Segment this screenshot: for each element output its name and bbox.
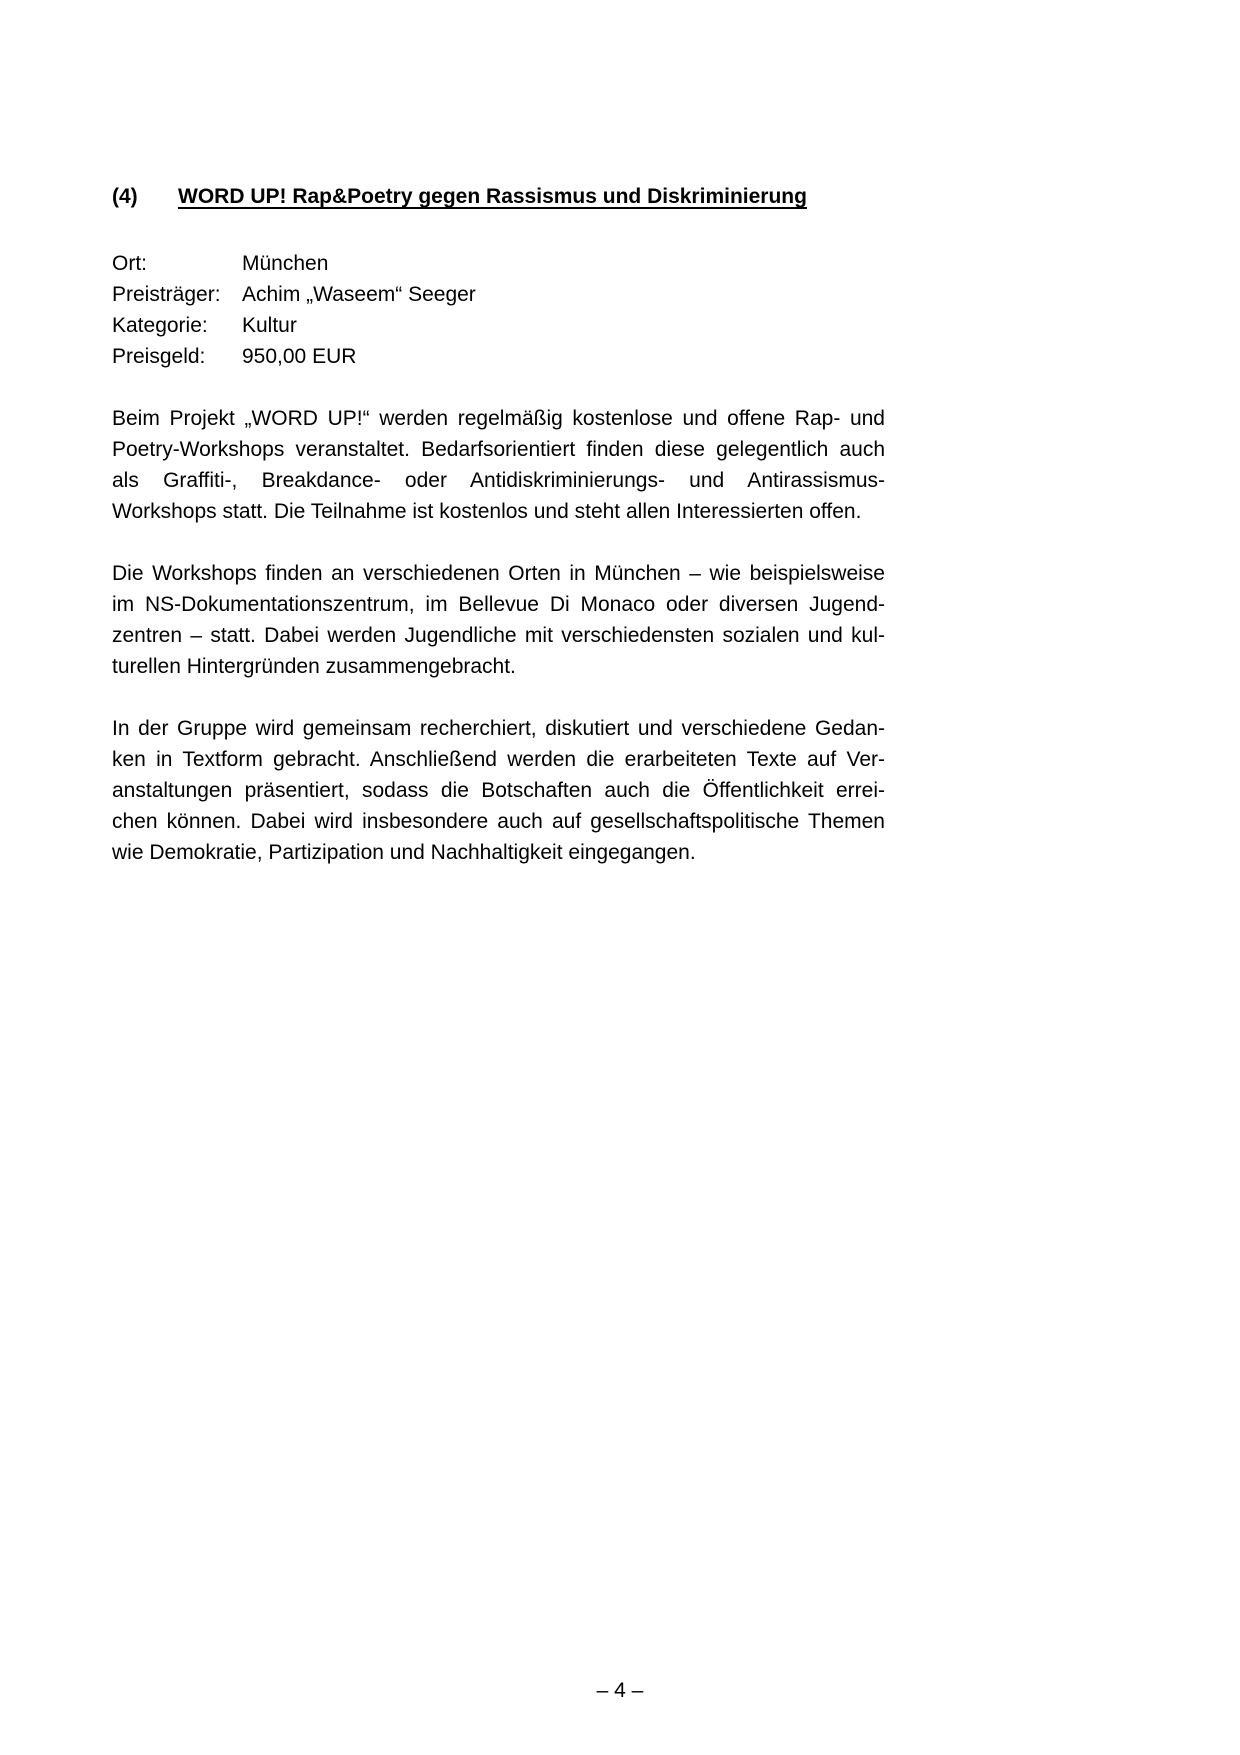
field-label: Kategorie: xyxy=(112,314,208,337)
paragraph-line: turellen Hintergründen zusammengebracht. xyxy=(112,655,516,678)
paragraph-line: als Graffiti-, Breakdance- oder Antidiskriminierungs- und Antirassismus- xyxy=(112,469,885,492)
document-content xyxy=(112,181,885,868)
paragraph-line: In der Gruppe wird gemeinsam recherchiert, diskutiert und verschiedene Gedan- xyxy=(112,717,885,740)
paragraph-line: Poetry-Workshops veranstaltet. Bedarfsorientiert finden diese gelegentlich auch xyxy=(112,438,885,461)
paragraph-line: Beim Projekt „WORD UP!“ werden regelmäßig kostenlose und offene Rap- und xyxy=(112,407,885,430)
page-number: – 4 – xyxy=(596,1679,644,1702)
field-label: Preisgeld: xyxy=(112,345,206,368)
paragraph-line: chen können. Dabei wird insbesondere auch auf gesellschaftspolitische Themen xyxy=(112,810,885,833)
body-paragraph-2 xyxy=(112,558,885,682)
field-row-preistraeger xyxy=(112,279,885,310)
section-number: (4) xyxy=(112,185,138,208)
field-value: 950,00 EUR xyxy=(242,345,357,368)
paragraph-line: anstaltungen präsentiert, sodass die Botschaften auch die Öffentlichkeit errei- xyxy=(112,779,885,802)
body-paragraph-1 xyxy=(112,403,885,527)
field-row-ort xyxy=(112,248,885,279)
field-value: Kultur xyxy=(242,314,297,337)
paragraph-line: Workshops statt. Die Teilnahme ist kostenlos und steht allen Interessierten offen. xyxy=(112,500,862,523)
field-label: Ort: xyxy=(112,252,147,275)
paragraph-line: zentren – statt. Dabei werden Jugendliche mit verschiedensten sozialen und kul- xyxy=(112,624,885,647)
field-row-kategorie xyxy=(112,310,885,341)
section-heading xyxy=(112,181,885,212)
paragraph-line: Die Workshops finden an verschiedenen Orten in München – wie beispielsweise xyxy=(112,562,885,585)
field-value: München xyxy=(242,252,329,275)
paragraph-line: im NS-Dokumentationszentrum, im Bellevue Di Monaco oder diversen Jugend- xyxy=(112,593,885,616)
page-footer xyxy=(0,1675,1240,1706)
info-table xyxy=(112,248,885,372)
field-label: Preisträger: xyxy=(112,283,221,306)
section-title: WORD UP! Rap&Poetry gegen Rassismus und Diskriminierung xyxy=(178,185,807,208)
body-paragraph-3 xyxy=(112,713,885,868)
field-value: Achim „Waseem“ Seeger xyxy=(242,283,476,306)
field-row-preisgeld xyxy=(112,341,885,372)
paragraph-line: ken in Textform gebracht. Anschließend werden die erarbeiteten Texte auf Ver- xyxy=(112,748,885,771)
paragraph-line: wie Demokratie, Partizipation und Nachhaltigkeit eingegangen. xyxy=(112,841,696,864)
